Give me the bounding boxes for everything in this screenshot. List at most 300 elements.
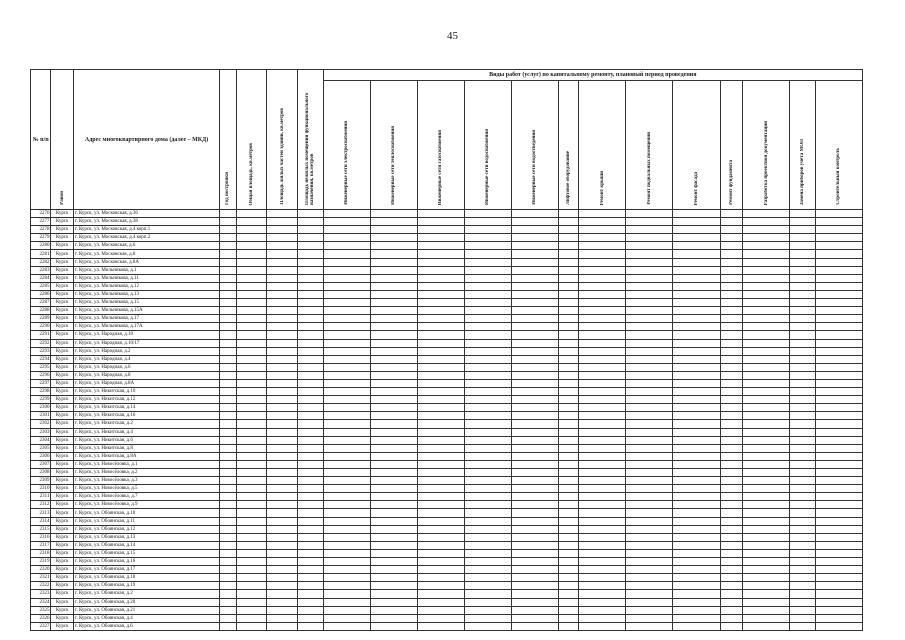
row-work-period bbox=[323, 598, 370, 606]
row-year bbox=[220, 460, 236, 468]
row-work-period bbox=[673, 541, 720, 549]
row-work-period bbox=[323, 614, 370, 622]
row-work-period bbox=[464, 323, 511, 331]
row-address: г. Курск, ул. Московская, д.36 bbox=[73, 210, 219, 218]
row-district: Курск bbox=[51, 347, 74, 355]
row-work-period bbox=[579, 307, 626, 315]
header-total-area: Общая площадь, кв.метров bbox=[236, 70, 267, 210]
row-work-period bbox=[511, 299, 558, 307]
row-work-period bbox=[720, 234, 743, 242]
row-work-period bbox=[790, 307, 816, 315]
row-work-period bbox=[579, 582, 626, 590]
table-row bbox=[31, 493, 863, 501]
row-work-period bbox=[815, 533, 862, 541]
row-work-period bbox=[720, 549, 743, 557]
row-living-area bbox=[267, 307, 298, 315]
row-work-period bbox=[323, 290, 370, 298]
row-living-area bbox=[267, 460, 298, 468]
row-work-period bbox=[370, 371, 417, 379]
row-work-period bbox=[673, 290, 720, 298]
row-work-period bbox=[323, 363, 370, 371]
row-work-period bbox=[511, 404, 558, 412]
row-work-period bbox=[720, 379, 743, 387]
row-work-period bbox=[323, 226, 370, 234]
row-work-period bbox=[511, 290, 558, 298]
row-work-period bbox=[323, 331, 370, 339]
table-row bbox=[31, 379, 863, 387]
row-year bbox=[220, 420, 236, 428]
row-living-area bbox=[267, 234, 298, 242]
row-work-period bbox=[673, 533, 720, 541]
row-year bbox=[220, 428, 236, 436]
row-total-area bbox=[236, 282, 267, 290]
table-row bbox=[31, 396, 863, 404]
row-work-period bbox=[673, 242, 720, 250]
row-living-area bbox=[267, 541, 298, 549]
row-living-area bbox=[267, 371, 298, 379]
row-work-period bbox=[558, 509, 578, 517]
row-work-period bbox=[626, 210, 673, 218]
row-work-period bbox=[464, 266, 511, 274]
row-living-area bbox=[267, 266, 298, 274]
row-work-period bbox=[464, 574, 511, 582]
row-district: Курск bbox=[51, 501, 74, 509]
row-work-period bbox=[626, 379, 673, 387]
header-work-type: Инженерные сети теплоснабжения bbox=[370, 81, 417, 210]
table-row bbox=[31, 307, 863, 315]
row-number: 2313 bbox=[31, 509, 51, 517]
row-nonliving-area bbox=[297, 363, 323, 371]
row-work-period bbox=[464, 517, 511, 525]
row-work-period bbox=[511, 606, 558, 614]
row-address: г. Курск, ул. Обоянская, д.17 bbox=[73, 566, 219, 574]
row-work-period bbox=[790, 622, 816, 630]
row-work-period bbox=[815, 493, 862, 501]
row-work-period bbox=[815, 396, 862, 404]
row-work-period bbox=[720, 460, 743, 468]
row-work-period bbox=[790, 290, 816, 298]
row-living-area bbox=[267, 590, 298, 598]
table-row bbox=[31, 323, 863, 331]
row-work-period bbox=[464, 485, 511, 493]
row-address: г. Курск, ул. Мильникова, д.1 bbox=[73, 266, 219, 274]
row-work-period bbox=[720, 420, 743, 428]
row-work-period bbox=[790, 258, 816, 266]
row-nonliving-area bbox=[297, 469, 323, 477]
row-living-area bbox=[267, 485, 298, 493]
row-work-period bbox=[743, 590, 790, 598]
row-year bbox=[220, 274, 236, 282]
row-district: Курск bbox=[51, 266, 74, 274]
row-work-period bbox=[558, 574, 578, 582]
row-total-area bbox=[236, 558, 267, 566]
header-work-type: Строительный контроль bbox=[815, 81, 862, 210]
row-work-period bbox=[790, 533, 816, 541]
row-work-period bbox=[720, 347, 743, 355]
row-work-period bbox=[815, 226, 862, 234]
row-work-period bbox=[323, 493, 370, 501]
row-work-period bbox=[790, 525, 816, 533]
row-year bbox=[220, 533, 236, 541]
row-work-period bbox=[323, 274, 370, 282]
table-row bbox=[31, 477, 863, 485]
row-work-period bbox=[323, 339, 370, 347]
row-work-period bbox=[790, 347, 816, 355]
row-nonliving-area bbox=[297, 590, 323, 598]
row-work-period bbox=[417, 485, 464, 493]
row-address: г. Курск, ул. Народная, д.10/17 bbox=[73, 339, 219, 347]
row-work-period bbox=[370, 606, 417, 614]
row-work-period bbox=[743, 622, 790, 630]
row-address: г. Курск, ул. Новосёловка, д.5 bbox=[73, 485, 219, 493]
row-work-period bbox=[626, 290, 673, 298]
row-work-period bbox=[720, 210, 743, 218]
table-row bbox=[31, 525, 863, 533]
row-work-period bbox=[323, 347, 370, 355]
header-work-type: Ремонт фасада bbox=[673, 81, 720, 210]
table-row bbox=[31, 404, 863, 412]
row-work-period bbox=[417, 323, 464, 331]
row-address: г. Курск, ул. Народная, д.6 bbox=[73, 363, 219, 371]
row-work-period bbox=[626, 420, 673, 428]
row-work-period bbox=[790, 614, 816, 622]
row-work-period bbox=[743, 525, 790, 533]
row-work-period bbox=[720, 566, 743, 574]
row-work-period bbox=[720, 282, 743, 290]
row-living-area bbox=[267, 469, 298, 477]
row-work-period bbox=[815, 501, 862, 509]
row-work-period bbox=[743, 307, 790, 315]
row-address: г. Курск, ул. Никитская, д.2 bbox=[73, 420, 219, 428]
row-work-period bbox=[370, 428, 417, 436]
row-work-period bbox=[790, 590, 816, 598]
header-work-type: Ремонт крыши bbox=[579, 81, 626, 210]
row-district: Курск bbox=[51, 469, 74, 477]
row-work-period bbox=[673, 266, 720, 274]
row-total-area bbox=[236, 355, 267, 363]
row-work-period bbox=[417, 452, 464, 460]
row-work-period bbox=[511, 460, 558, 468]
row-work-period bbox=[417, 226, 464, 234]
row-living-area bbox=[267, 274, 298, 282]
row-district: Курск bbox=[51, 509, 74, 517]
row-work-period bbox=[417, 444, 464, 452]
row-work-period bbox=[511, 274, 558, 282]
row-living-area bbox=[267, 404, 298, 412]
row-address: г. Курск, ул. Никитская, д.14 bbox=[73, 404, 219, 412]
row-work-period bbox=[743, 428, 790, 436]
row-work-period bbox=[720, 501, 743, 509]
header-work-type: Замена приборов учёта МОП bbox=[790, 81, 816, 210]
row-work-period bbox=[511, 566, 558, 574]
table-row bbox=[31, 622, 863, 630]
row-total-area bbox=[236, 541, 267, 549]
row-work-period bbox=[815, 509, 862, 517]
row-work-period bbox=[815, 404, 862, 412]
row-work-period bbox=[511, 558, 558, 566]
row-number: 2314 bbox=[31, 517, 51, 525]
row-work-period bbox=[323, 412, 370, 420]
row-number: 2294 bbox=[31, 355, 51, 363]
row-work-period bbox=[579, 622, 626, 630]
row-work-period bbox=[558, 558, 578, 566]
row-living-area bbox=[267, 452, 298, 460]
row-work-period bbox=[626, 339, 673, 347]
row-work-period bbox=[370, 379, 417, 387]
row-work-period bbox=[790, 355, 816, 363]
row-work-period bbox=[790, 452, 816, 460]
row-address: г. Курск, ул. Народная, д.8А bbox=[73, 379, 219, 387]
row-work-period bbox=[511, 266, 558, 274]
row-year bbox=[220, 566, 236, 574]
row-number: 2287 bbox=[31, 299, 51, 307]
row-district: Курск bbox=[51, 234, 74, 242]
row-work-period bbox=[464, 622, 511, 630]
row-work-period bbox=[579, 299, 626, 307]
row-work-period bbox=[720, 290, 743, 298]
row-work-period bbox=[464, 533, 511, 541]
row-work-period bbox=[511, 210, 558, 218]
row-address: г. Курск, ул. Московская, д.6 bbox=[73, 242, 219, 250]
row-number: 2325 bbox=[31, 606, 51, 614]
row-district: Курск bbox=[51, 606, 74, 614]
row-nonliving-area bbox=[297, 355, 323, 363]
row-nonliving-area bbox=[297, 234, 323, 242]
row-work-period bbox=[558, 299, 578, 307]
row-work-period bbox=[790, 404, 816, 412]
row-work-period bbox=[323, 622, 370, 630]
row-total-area bbox=[236, 234, 267, 242]
row-work-period bbox=[626, 517, 673, 525]
row-work-period bbox=[790, 412, 816, 420]
row-work-period bbox=[790, 428, 816, 436]
row-work-period bbox=[558, 485, 578, 493]
row-number: 2321 bbox=[31, 574, 51, 582]
row-year bbox=[220, 266, 236, 274]
row-work-period bbox=[626, 493, 673, 501]
row-work-period bbox=[626, 622, 673, 630]
row-work-period bbox=[743, 493, 790, 501]
row-district: Курск bbox=[51, 250, 74, 258]
row-work-period bbox=[673, 210, 720, 218]
row-work-period bbox=[626, 549, 673, 557]
row-work-period bbox=[579, 347, 626, 355]
row-work-period bbox=[558, 339, 578, 347]
row-work-period bbox=[579, 541, 626, 549]
row-work-period bbox=[579, 355, 626, 363]
table-row bbox=[31, 355, 863, 363]
row-work-period bbox=[417, 307, 464, 315]
row-work-period bbox=[815, 452, 862, 460]
row-work-period bbox=[417, 541, 464, 549]
row-living-area bbox=[267, 226, 298, 234]
row-work-period bbox=[720, 307, 743, 315]
row-district: Курск bbox=[51, 541, 74, 549]
row-total-area bbox=[236, 226, 267, 234]
row-work-period bbox=[558, 606, 578, 614]
row-work-period bbox=[417, 477, 464, 485]
row-work-period bbox=[464, 541, 511, 549]
row-work-period bbox=[579, 258, 626, 266]
row-district: Курск bbox=[51, 258, 74, 266]
row-work-period bbox=[511, 436, 558, 444]
row-total-area bbox=[236, 428, 267, 436]
row-year bbox=[220, 323, 236, 331]
table-row bbox=[31, 412, 863, 420]
row-work-period bbox=[511, 282, 558, 290]
row-district: Курск bbox=[51, 210, 74, 218]
row-work-period bbox=[323, 517, 370, 525]
row-work-period bbox=[558, 250, 578, 258]
header-nonliving-area: Площадь нежилых помещений функционального назначения, кв.метров bbox=[297, 70, 323, 210]
row-work-period bbox=[511, 355, 558, 363]
row-work-period bbox=[626, 436, 673, 444]
row-work-period bbox=[815, 517, 862, 525]
row-work-period bbox=[511, 598, 558, 606]
table-row bbox=[31, 274, 863, 282]
row-address: г. Курск, ул. Обоянская, д.13 bbox=[73, 533, 219, 541]
row-work-period bbox=[720, 444, 743, 452]
row-number: 2291 bbox=[31, 331, 51, 339]
row-living-area bbox=[267, 299, 298, 307]
row-work-period bbox=[790, 299, 816, 307]
row-work-period bbox=[417, 250, 464, 258]
row-total-area bbox=[236, 388, 267, 396]
row-work-period bbox=[626, 509, 673, 517]
row-work-period bbox=[626, 331, 673, 339]
row-work-period bbox=[743, 299, 790, 307]
row-year bbox=[220, 299, 236, 307]
row-work-period bbox=[743, 533, 790, 541]
row-work-period bbox=[790, 517, 816, 525]
row-work-period bbox=[417, 242, 464, 250]
row-district: Курск bbox=[51, 614, 74, 622]
row-district: Курск bbox=[51, 218, 74, 226]
row-work-period bbox=[464, 290, 511, 298]
row-work-period bbox=[579, 436, 626, 444]
row-nonliving-area bbox=[297, 541, 323, 549]
row-year bbox=[220, 452, 236, 460]
row-work-period bbox=[743, 379, 790, 387]
row-total-area bbox=[236, 460, 267, 468]
row-work-period bbox=[464, 282, 511, 290]
row-work-period bbox=[720, 541, 743, 549]
row-work-period bbox=[464, 250, 511, 258]
row-work-period bbox=[743, 250, 790, 258]
row-work-period bbox=[790, 549, 816, 557]
row-work-period bbox=[743, 347, 790, 355]
row-nonliving-area bbox=[297, 574, 323, 582]
row-district: Курск bbox=[51, 299, 74, 307]
row-year bbox=[220, 485, 236, 493]
row-work-period bbox=[370, 347, 417, 355]
row-work-period bbox=[558, 533, 578, 541]
row-work-period bbox=[743, 412, 790, 420]
row-work-period bbox=[464, 525, 511, 533]
row-work-period bbox=[417, 363, 464, 371]
row-year bbox=[220, 493, 236, 501]
header-work-type: Ремонт подвальных помещений bbox=[626, 81, 673, 210]
row-work-period bbox=[790, 266, 816, 274]
row-work-period bbox=[370, 363, 417, 371]
row-nonliving-area bbox=[297, 388, 323, 396]
row-work-period bbox=[511, 339, 558, 347]
row-work-period bbox=[720, 485, 743, 493]
row-work-period bbox=[579, 339, 626, 347]
row-work-period bbox=[673, 234, 720, 242]
row-total-area bbox=[236, 517, 267, 525]
row-work-period bbox=[720, 355, 743, 363]
row-work-period bbox=[323, 371, 370, 379]
row-total-area bbox=[236, 331, 267, 339]
row-work-period bbox=[511, 396, 558, 404]
row-work-period bbox=[579, 477, 626, 485]
row-work-period bbox=[511, 315, 558, 323]
row-work-period bbox=[323, 501, 370, 509]
row-number: 2292 bbox=[31, 339, 51, 347]
row-work-period bbox=[558, 347, 578, 355]
row-year bbox=[220, 501, 236, 509]
row-address: г. Курск, ул. Обоянская, д.6 bbox=[73, 622, 219, 630]
row-district: Курск bbox=[51, 566, 74, 574]
row-work-period bbox=[370, 558, 417, 566]
row-year bbox=[220, 339, 236, 347]
row-work-period bbox=[626, 226, 673, 234]
row-total-area bbox=[236, 598, 267, 606]
row-address: г. Курск, ул. Народная, д.2 bbox=[73, 347, 219, 355]
row-work-period bbox=[743, 258, 790, 266]
row-work-period bbox=[673, 363, 720, 371]
row-district: Курск bbox=[51, 379, 74, 387]
row-work-period bbox=[417, 315, 464, 323]
row-work-period bbox=[558, 566, 578, 574]
row-number: 2322 bbox=[31, 582, 51, 590]
row-work-period bbox=[720, 412, 743, 420]
row-work-period bbox=[370, 355, 417, 363]
row-work-period bbox=[579, 590, 626, 598]
row-work-period bbox=[558, 582, 578, 590]
row-address: г. Курск, ул. Московская, д.38 bbox=[73, 218, 219, 226]
row-work-period bbox=[323, 234, 370, 242]
row-work-period bbox=[323, 323, 370, 331]
table-row bbox=[31, 549, 863, 557]
row-number: 2298 bbox=[31, 388, 51, 396]
row-living-area bbox=[267, 428, 298, 436]
row-work-period bbox=[579, 469, 626, 477]
row-work-period bbox=[626, 282, 673, 290]
row-work-period bbox=[511, 509, 558, 517]
row-work-period bbox=[579, 379, 626, 387]
row-address: г. Курск, ул. Никитская, д.6 bbox=[73, 436, 219, 444]
row-work-period bbox=[720, 452, 743, 460]
row-number: 2299 bbox=[31, 396, 51, 404]
row-work-period bbox=[370, 436, 417, 444]
row-work-period bbox=[511, 388, 558, 396]
row-work-period bbox=[626, 371, 673, 379]
row-work-period bbox=[673, 396, 720, 404]
row-work-period bbox=[579, 460, 626, 468]
row-work-period bbox=[673, 404, 720, 412]
row-work-period bbox=[790, 371, 816, 379]
row-work-period bbox=[511, 379, 558, 387]
row-work-period bbox=[417, 469, 464, 477]
row-work-period bbox=[323, 590, 370, 598]
row-work-period bbox=[743, 242, 790, 250]
row-work-period bbox=[511, 622, 558, 630]
row-work-period bbox=[790, 379, 816, 387]
row-work-period bbox=[558, 331, 578, 339]
row-work-period bbox=[790, 598, 816, 606]
